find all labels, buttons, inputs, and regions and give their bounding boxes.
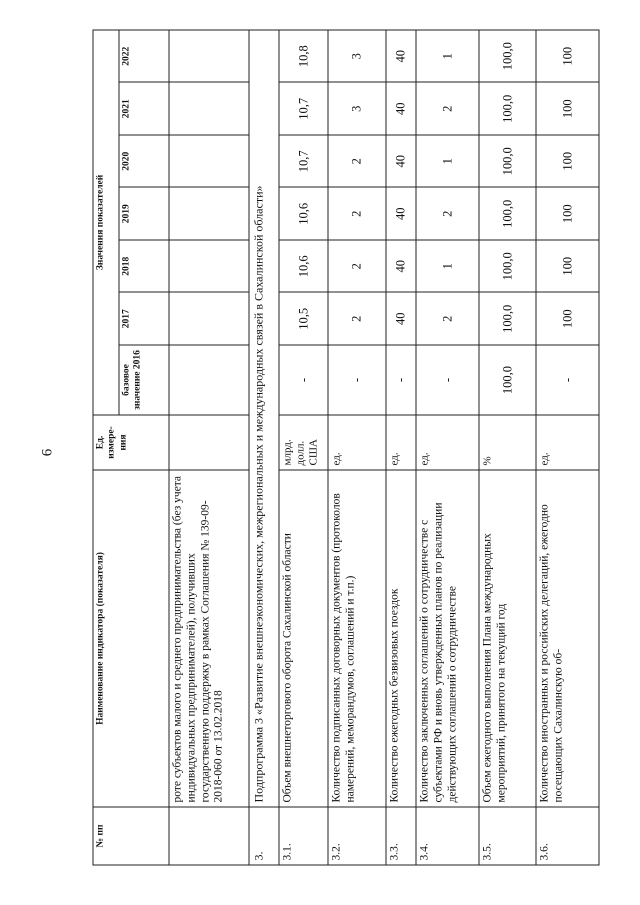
row-value: 100 — [536, 240, 599, 293]
row-value: 100 — [536, 293, 599, 346]
table-row — [416, 30, 479, 865]
row-num: 3.1. — [279, 807, 328, 865]
row-unit: млрд. долл. США — [279, 415, 328, 470]
row-value: 40 — [386, 30, 416, 83]
row-num: 3.6. — [536, 807, 599, 865]
row-num: 3.4. — [416, 807, 479, 865]
row-value: 100 — [536, 135, 599, 188]
row-value: 10,5 — [279, 293, 328, 346]
row-unit: ед. — [416, 415, 479, 470]
row-unit: ед. — [328, 415, 386, 470]
row-num: 3.3. — [386, 807, 416, 865]
row-name: Количество заключенных соглашений о сотрудничестве с субъектами РФ и вновь утвержденных планов по реализации действующих соглашений о сотрудничестве — [416, 470, 479, 807]
table-row — [328, 30, 386, 865]
header-year: 2019 — [119, 188, 169, 241]
rotated-table-container — [93, 31, 599, 866]
row-value: 100,0 — [479, 240, 536, 293]
subprogram-title: Подпрограмма 3 «Развитие внешнеэкономических, межрегиональных и международных связей в Сахалинской области» — [249, 30, 279, 807]
row-value: 100,0 — [479, 188, 536, 241]
header-name: Наименование индикатора (показателя) — [93, 470, 169, 807]
row-value: - — [279, 345, 328, 415]
table-row — [479, 30, 536, 865]
row-value: 2 — [328, 240, 386, 293]
row-unit: ед. — [386, 415, 416, 470]
row-value: 1 — [416, 240, 479, 293]
continuation-text: роте субъектов малого и среднего предпринимательства (без учета индивидуальных предпринимателей), получивших государственную поддержку в рамках Соглашения № 139-09-2018-060 от 13.02.2018 — [169, 470, 249, 807]
row-value: 1 — [416, 135, 479, 188]
row-value: 2 — [328, 135, 386, 188]
row-value: 40 — [386, 188, 416, 241]
row-name: Объем ежегодного выполнения Плана международных мероприятий, принятого на текущий год — [479, 470, 536, 807]
row-value: 100,0 — [479, 345, 536, 415]
row-value: 100,0 — [479, 30, 536, 83]
page-number: 6 — [39, 448, 56, 457]
row-num: 3.2. — [328, 807, 386, 865]
row-value: 40 — [386, 293, 416, 346]
row-value: 2 — [328, 293, 386, 346]
row-value: 100,0 — [479, 293, 536, 346]
row-value: 1 — [416, 30, 479, 83]
indicators-table — [93, 29, 600, 865]
header-year: 2017 — [119, 293, 169, 346]
row-value: 100 — [536, 83, 599, 136]
header-unit: Ед. измере-ния — [93, 415, 169, 470]
row-value: 40 — [386, 240, 416, 293]
row-value: 100,0 — [479, 135, 536, 188]
row-value: 2 — [328, 188, 386, 241]
row-unit: % — [479, 415, 536, 470]
table-row — [386, 30, 416, 865]
row-value: - — [536, 345, 599, 415]
row-value: 100,0 — [479, 83, 536, 136]
row-value: 10,6 — [279, 240, 328, 293]
row-name: Объем внешнеторгового оборота Сахалинской области — [279, 470, 328, 807]
row-name: Количество иностранных и российских делегаций, ежегодно посещающих Сахалинскую об- — [536, 470, 599, 807]
row-value: 2 — [416, 188, 479, 241]
header-year: 2020 — [119, 135, 169, 188]
row-value: - — [416, 345, 479, 415]
header-num: № пп — [93, 807, 169, 865]
row-num: 3.5. — [479, 807, 536, 865]
row-value: 10,7 — [279, 83, 328, 136]
row-value: 100 — [536, 30, 599, 83]
subprogram-num: 3. — [249, 807, 279, 865]
table-row — [536, 30, 599, 865]
row-value: 2 — [416, 83, 479, 136]
row-value: - — [386, 345, 416, 415]
row-name: Количество ежегодных безвизовых поездок — [386, 470, 416, 807]
row-value: - — [328, 345, 386, 415]
row-unit: ед. — [536, 415, 599, 470]
row-value: 3 — [328, 83, 386, 136]
row-value: 40 — [386, 135, 416, 188]
row-value: 100 — [536, 188, 599, 241]
cont-num — [169, 807, 249, 865]
row-value: 10,7 — [279, 135, 328, 188]
table-row — [279, 30, 328, 865]
row-value: 10,6 — [279, 188, 328, 241]
header-year: базовое значение 2016 — [119, 345, 169, 415]
header-values-group: Значения показателей — [93, 30, 119, 415]
row-value: 40 — [386, 83, 416, 136]
row-value: 2 — [416, 293, 479, 346]
row-value: 3 — [328, 30, 386, 83]
header-year: 2022 — [119, 30, 169, 83]
row-name: Количество подписанных договорных документов (протоколов намерений, меморандумов, соглашений и т.п.) — [328, 470, 386, 807]
header-year: 2018 — [119, 240, 169, 293]
header-year: 2021 — [119, 83, 169, 136]
row-value: 10,8 — [279, 30, 328, 83]
